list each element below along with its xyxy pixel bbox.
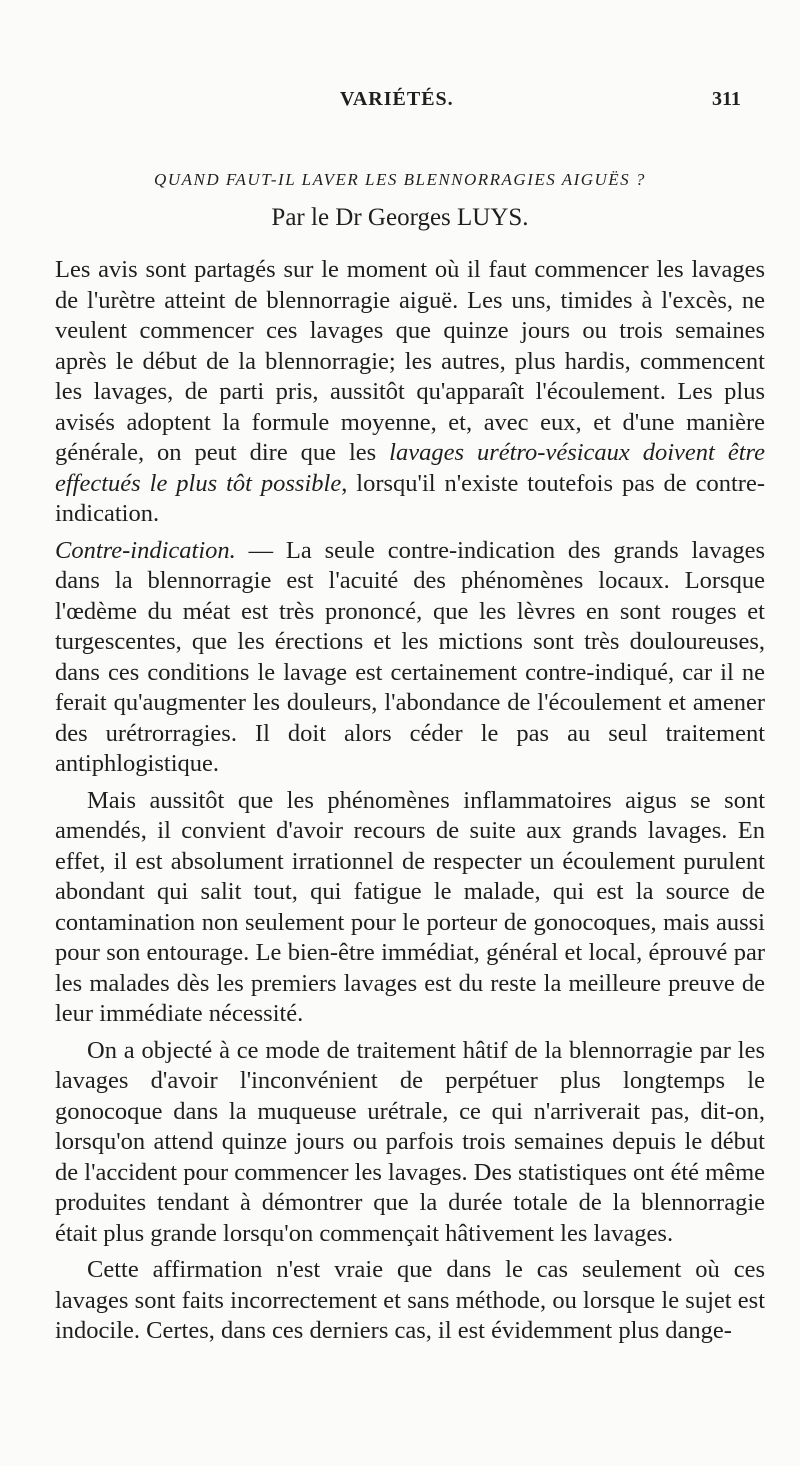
paragraph-text: — La seule contre-indication des grands lavages dans la blennorragie est l'acuité des phénomènes locaux. Lorsque l'œdème du méat est très prononcé, que les lèvres en sont rouges et turgescentes, que les érections et les mictions sont très douloureuses, dans ces conditions le lavage est certainement contre-indiqué, car il ne ferait qu'augmenter les douleurs, l'abondance de l'écoulement et amener des urétrorragies. Il doit alors céder le pas au seul traitement antiphlogistique. [55,536,765,777]
section-title: VARIÉTÉS. [340,88,454,110]
page-number: 311 [712,88,741,110]
paragraph-text: Les avis sont partagés sur le moment où il faut commencer les lavages de l'urètre atteint de blennorragie aiguë. Les uns, timides à l'excès, ne veulent commencer ces lavages que quinze jours ou trois semaines après le début de la blennorragie; les autres, plus hardis, commencent les lavages, de parti pris, aussitôt qu'apparaît l'écoulement. Les plus avisés adoptent la formule moyenne, et, avec eux, et d'une manière générale, on peut dire que les [55,256,765,466]
paragraph-2 [55,536,765,780]
paragraph-4 [55,1036,765,1250]
paragraph-3 [55,786,765,1030]
article-title: QUAND FAUT-IL LAVER LES BLENNORRAGIES AIGUËS ? [154,170,646,189]
paragraph-text: , lorsqu'il n'existe toutefois pas de contre-indication. [55,469,766,527]
paragraph-text: Mais aussitôt que les phénomènes inflammatoires aigus se sont amendés, il convient d'avoir recours de suite aux grands lavages. En effet, il est absolument irrationnel de respecter un écoulement purulent abondant qui salit tout, qui fatigue le malade, qui est la source de contamination non seulement pour le porteur de gonocoques, mais aussi pour son entourage. Le bien-être immédiat, général et local, éprouvé par les malades dès les premiers lavages est du reste la meilleure preuve de leur immédiate nécessité. [55,786,765,1027]
paragraph-subheading: Contre-indication. [55,536,236,564]
article-byline: Par le Dr Georges LUYS. [271,204,529,231]
paragraph-text: Cette affirmation n'est vraie que dans le cas seulement où ces lavages sont faits incorrectement et sans méthode, ou lorsque le sujet est indocile. Certes, dans ces derniers cas, il est évidemment plus dange- [55,1256,765,1344]
running-head [0,88,800,118]
paragraph-text: On a objecté à ce mode de traitement hâtif de la blennorragie par les lavages d'avoir l'inconvénient de perpétuer plus longtemps le gonocoque dans la muqueuse urétrale, ce qui n'arriverait pas, dit-on, lorsqu'on attend quinze jours ou parfois trois semaines depuis le début de l'accident pour commencer les lavages. Des statistiques ont été même produites tendant à démontrer que la durée totale de la blennorragie était plus grande lorsqu'on commençait hâtivement les lavages. [55,1036,765,1247]
paragraph-emphasis: lavages urétro-vésicaux doivent être effectués le plus tôt possible [55,439,765,497]
article-body [55,255,765,1347]
paragraph-5 [55,1255,765,1347]
paragraph-1 [55,255,765,530]
